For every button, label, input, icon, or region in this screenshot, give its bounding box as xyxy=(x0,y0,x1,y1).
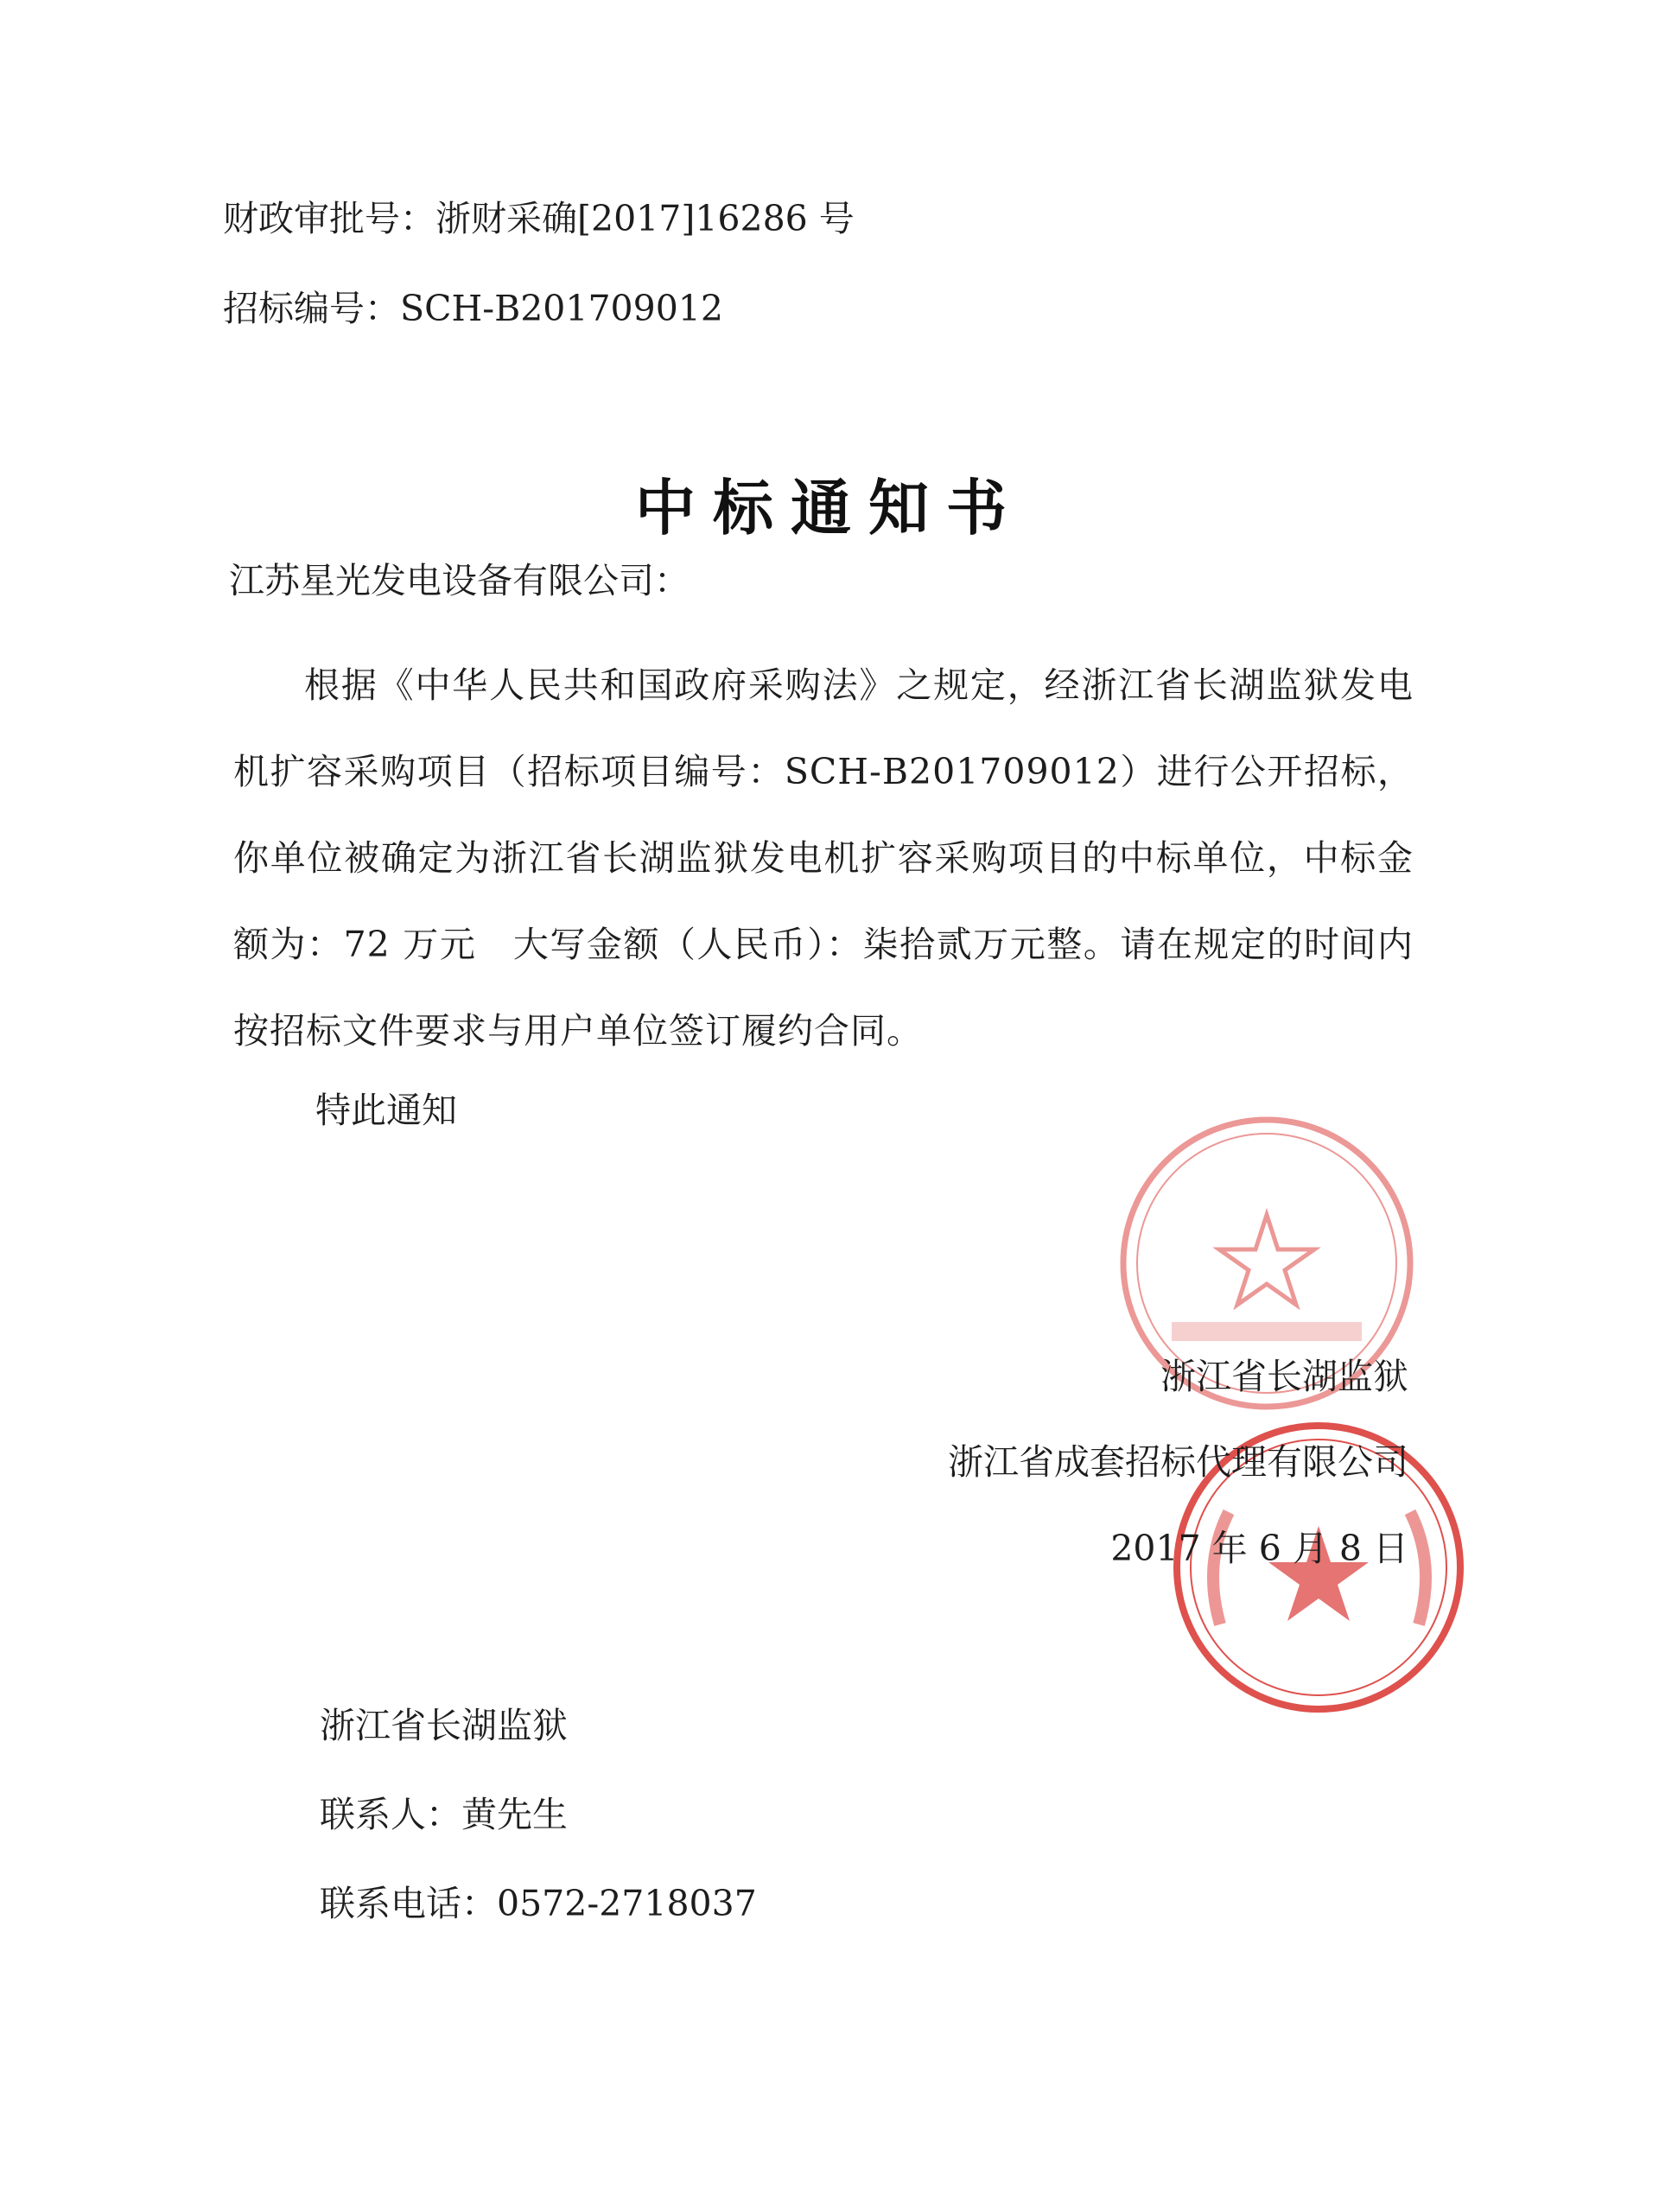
body-paragraph: 根据《中华人民共和国政府采购法》之规定，经浙江省长湖监狱发电机扩容采购项目（招标项目编号：SCH-B201709012）进行公开招标，你单位被确定为浙江省长湖监狱发电机扩容采购项目的中标单位，中标金额为：72 万元 大写金额（人民币）：柒拾贰万元整。请在规定的时间内按招标文件要求与用户单位签订履约合同。 xyxy=(233,664,1414,1052)
notice-closing: 特此通知 xyxy=(315,1090,457,1131)
approval-number-line xyxy=(223,198,855,239)
contact-person-label: 联系人： xyxy=(320,1794,461,1835)
salutation: 江苏星光发电设备有限公司： xyxy=(229,560,690,601)
contact-organization: 浙江省长湖监狱 xyxy=(320,1705,568,1746)
contact-person-line xyxy=(320,1794,568,1835)
tender-number-label: 招标编号： xyxy=(223,288,400,329)
approval-number-label: 财政审批号： xyxy=(223,198,435,239)
signature-agency: 浙江省成套招标代理有限公司 xyxy=(948,1441,1408,1483)
tender-number-value: SCH-B201709012 xyxy=(400,288,723,329)
tender-number-line xyxy=(223,288,723,329)
contact-phone-number: 0572-2718037 xyxy=(497,1883,757,1924)
signature-date: 2017 年 6 月 8 日 xyxy=(1110,1528,1408,1569)
document-title: 中标通知书 xyxy=(635,473,1024,543)
approval-number-value: 浙财采确[2017]16286 号 xyxy=(435,198,855,239)
signature-purchaser: 浙江省长湖监狱 xyxy=(1160,1356,1408,1397)
contact-person-name: 黄先生 xyxy=(461,1794,568,1835)
body-text xyxy=(233,642,1414,1074)
contact-phone-label: 联系电话： xyxy=(320,1883,497,1924)
contact-phone-line xyxy=(320,1883,757,1924)
